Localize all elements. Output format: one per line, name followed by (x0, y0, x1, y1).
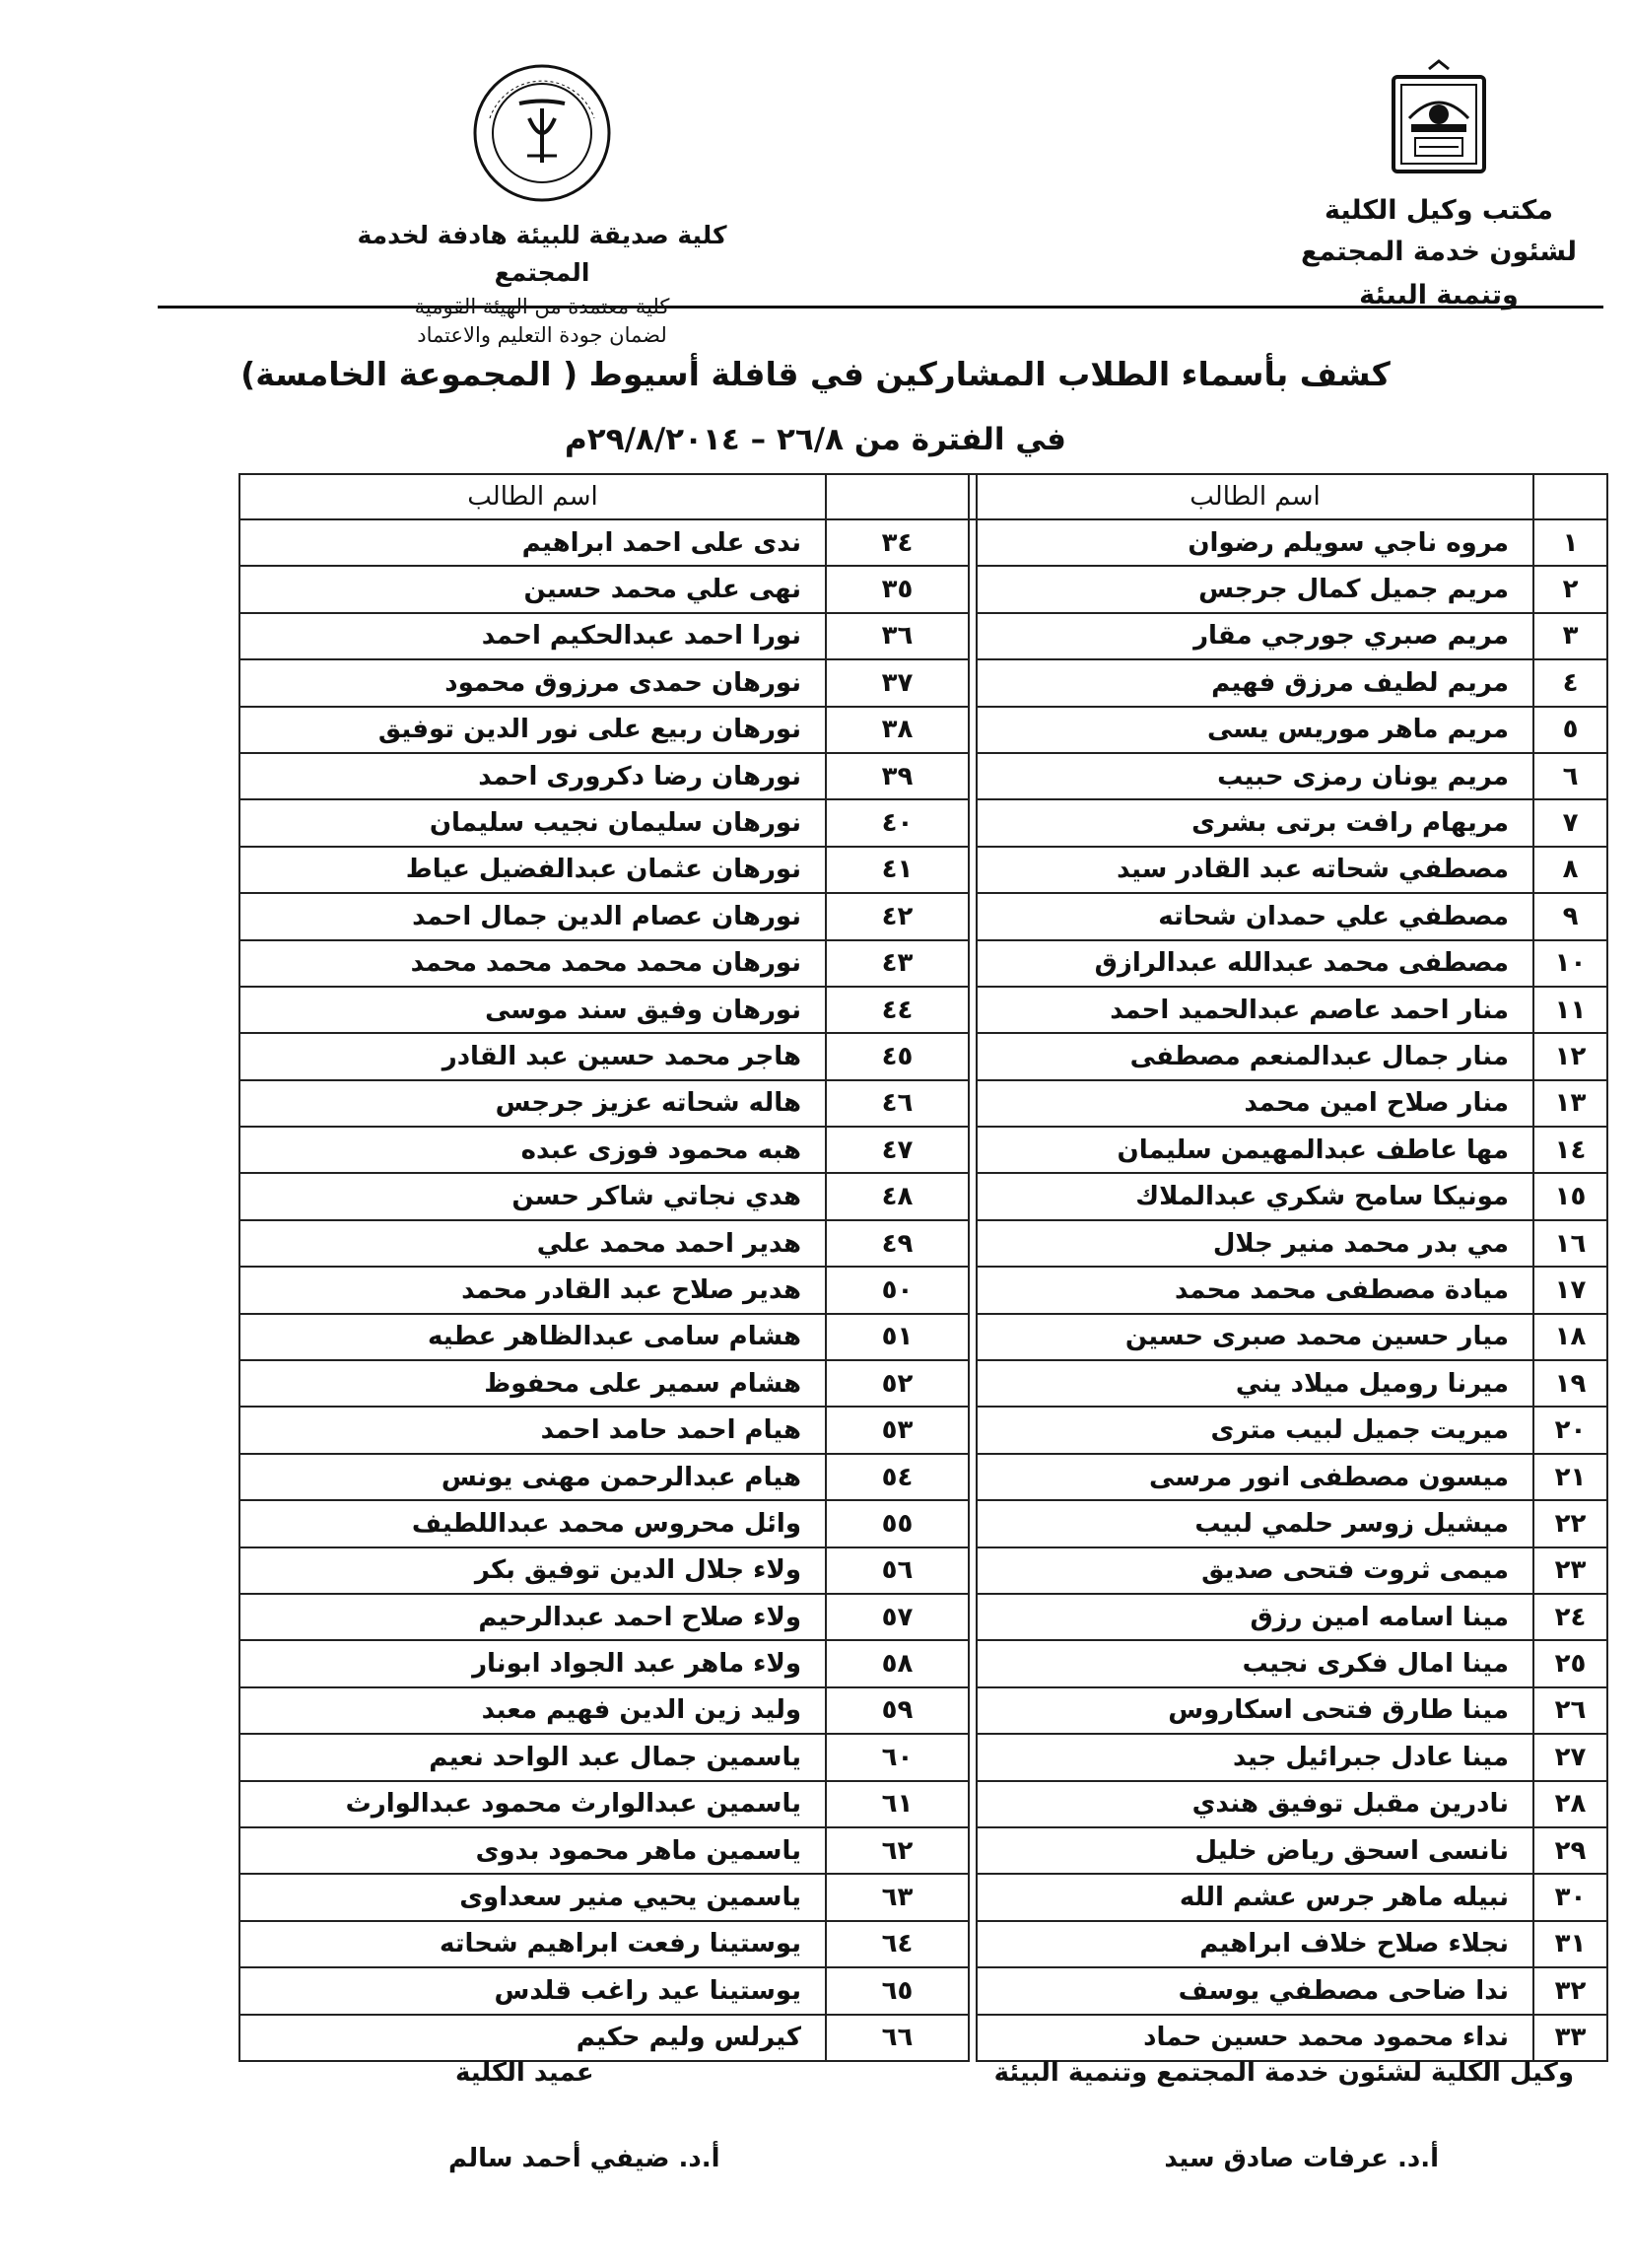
student-name: يوستينا عيد راغب قلدس (239, 1967, 826, 2014)
student-name: هشام سمير على محفوظ (239, 1360, 826, 1407)
office-subtitle: لشئون خدمة المجتمع وتنمية البيئة (1300, 237, 1578, 310)
student-name: هدي نجاتي شاكر حسن (239, 1173, 826, 1219)
table-row (239, 613, 1607, 659)
student-number: ٤٢ (826, 893, 969, 939)
student-name: مونيكا سامح شكري عبدالملاك (977, 1173, 1533, 1219)
student-name: ياسمين ماهر محمود بدوى (239, 1827, 826, 1874)
column-gap (969, 940, 977, 987)
student-number: ٦٥ (826, 1967, 969, 2014)
student-number: ٢٤ (1533, 1594, 1607, 1640)
student-name: مريم صبري جورجي مقار (977, 613, 1533, 659)
student-name: ندى على احمد ابراهيم (239, 519, 826, 566)
student-number: ١ (1533, 519, 1607, 566)
table-row (239, 847, 1607, 893)
student-number: ٤٦ (826, 1080, 969, 1127)
column-gap (969, 659, 977, 706)
office-title: مكتب وكيل الكلية (1325, 195, 1553, 226)
university-logo-icon (1380, 59, 1498, 177)
student-name: ميرنا روميل ميلاد يني (977, 1360, 1533, 1407)
student-number: ٥٨ (826, 1640, 969, 1686)
table-row (239, 1080, 1607, 1127)
table-row (239, 1173, 1607, 1219)
column-gap (969, 474, 977, 519)
vice-dean-name: أ.د. عرفات صادق سيد (1164, 2144, 1439, 2173)
student-number: ٤٤ (826, 987, 969, 1033)
student-number: ٥٥ (826, 1500, 969, 1546)
column-gap (969, 1033, 977, 1079)
student-number: ٣٢ (1533, 1967, 1607, 2014)
faculty-seal-icon (468, 59, 616, 207)
table-body (239, 519, 1607, 2061)
column-gap (969, 1967, 977, 2014)
header-divider (158, 306, 1603, 309)
student-number: ٢ (1533, 566, 1607, 612)
student-name: وائل محروس محمد عبداللطيف (239, 1500, 826, 1546)
table-row (239, 1267, 1607, 1313)
column-gap (969, 1500, 977, 1546)
student-name: ولاء صلاح احمد عبدالرحيم (239, 1594, 826, 1640)
student-number: ٥ (1533, 707, 1607, 753)
dean-title: عميد الكلية (455, 2058, 594, 2088)
student-number: ٣٩ (826, 753, 969, 799)
student-number: ٢٨ (1533, 1781, 1607, 1827)
student-name: مينا عادل جبرائيل جيد (977, 1734, 1533, 1780)
student-number: ٥٤ (826, 1454, 969, 1500)
student-number: ٦٦ (826, 2015, 969, 2061)
column-gap (969, 1407, 977, 1453)
office-header (1276, 59, 1601, 317)
student-number: ٧ (1533, 799, 1607, 846)
document-title: كشف بأسماء الطلاب المشاركين في قافلة أسيوط ( المجموعة الخامسة) (240, 355, 1391, 393)
table-row (239, 707, 1607, 753)
student-number: ٢٧ (1533, 1734, 1607, 1780)
student-name: ميادة مصطفى محمد محمد (977, 1267, 1533, 1313)
table-row (239, 2015, 1607, 2061)
table-row (239, 1127, 1607, 1173)
column-gap (969, 1687, 977, 1734)
student-name: ميار حسين محمد صبرى حسين (977, 1314, 1533, 1360)
table-row (239, 1687, 1607, 1734)
student-number: ٢٦ (1533, 1687, 1607, 1734)
student-name: ندا ضاحى مصطفي يوسف (977, 1967, 1533, 2014)
student-number: ٩ (1533, 893, 1607, 939)
student-number: ٣٨ (826, 707, 969, 753)
student-number: ٤٨ (826, 1173, 969, 1219)
student-number: ٢٢ (1533, 1500, 1607, 1546)
column-gap (969, 1080, 977, 1127)
student-name: نادرين مقبل توفيق هندي (977, 1781, 1533, 1827)
student-number: ٥٦ (826, 1547, 969, 1594)
table-row (239, 1033, 1607, 1079)
dean-name: أ.د. ضيفي أحمد سالم (448, 2144, 720, 2173)
table-row (239, 659, 1607, 706)
student-name: منار جمال عبدالمنعم مصطفى (977, 1033, 1533, 1079)
student-name: هبه محمود فوزى عبده (239, 1127, 826, 1173)
student-name: هدير احمد محمد علي (239, 1220, 826, 1267)
student-name: هدير صلاح عبد القادر محمد (239, 1267, 826, 1313)
student-number: ٣٥ (826, 566, 969, 612)
table-row (239, 940, 1607, 987)
student-name: نورهان عثمان عبدالفضيل عياط (239, 847, 826, 893)
table-row (239, 987, 1607, 1033)
student-number: ١٦ (1533, 1220, 1607, 1267)
student-number: ٥٣ (826, 1407, 969, 1453)
table-row (239, 799, 1607, 846)
column-gap (969, 566, 977, 612)
student-number: ٣١ (1533, 1921, 1607, 1967)
student-name: مريم جميل كمال جرجس (977, 566, 1533, 612)
student-number: ١٨ (1533, 1314, 1607, 1360)
student-name: نورهان عصام الدين جمال احمد (239, 893, 826, 939)
student-number: ٣٠ (1533, 1874, 1607, 1920)
student-number: ٨ (1533, 847, 1607, 893)
student-name: ياسمين جمال عبد الواحد نعيم (239, 1734, 826, 1780)
student-number: ٣٦ (826, 613, 969, 659)
student-number: ٣٣ (1533, 2015, 1607, 2061)
table-row (239, 1314, 1607, 1360)
student-number: ٤٩ (826, 1220, 969, 1267)
student-name: نجلاء صلاح خلاف ابراهيم (977, 1921, 1533, 1967)
table-row (239, 1454, 1607, 1500)
student-name: ياسمين عبدالوارث محمود عبدالوارث (239, 1781, 826, 1827)
table-row (239, 519, 1607, 566)
column-gap (969, 1127, 977, 1173)
table-row (239, 1967, 1607, 2014)
student-number: ٤ (1533, 659, 1607, 706)
student-number: ٣٤ (826, 519, 969, 566)
student-number: ١٤ (1533, 1127, 1607, 1173)
header-number-right (1533, 474, 1607, 519)
student-name: منار صلاح امين محمد (977, 1080, 1533, 1127)
column-gap (969, 1267, 977, 1313)
student-name: مي بدر محمد منير جلال (977, 1220, 1533, 1267)
column-gap (969, 1734, 977, 1780)
header-number-left (826, 474, 969, 519)
table-row (239, 1220, 1607, 1267)
column-gap (969, 1454, 977, 1500)
student-name: هيام عبدالرحمن مهنى يونس (239, 1454, 826, 1500)
column-gap (969, 1314, 977, 1360)
student-name: مريم لطيف مرزق فهيم (977, 659, 1533, 706)
column-gap (969, 987, 977, 1033)
student-name: مينا طارق فتحى اسكاروس (977, 1687, 1533, 1734)
student-number: ٥٠ (826, 1267, 969, 1313)
faculty-accreditation-line1: كلية معتمدة من الهيئة القومية (414, 295, 670, 318)
student-name: مروه ناجي سويلم رضوان (977, 519, 1533, 566)
column-gap (969, 1921, 977, 1967)
table-row (239, 1407, 1607, 1453)
student-name: نورهان رضا دكرورى احمد (239, 753, 826, 799)
column-gap (969, 1220, 977, 1267)
student-number: ٤١ (826, 847, 969, 893)
student-name: مصطفي علي حمدان شحاته (977, 893, 1533, 939)
student-name: هاجر محمد حسين عبد القادر (239, 1033, 826, 1079)
column-gap (969, 519, 977, 566)
student-name: مينا امال فكرى نجيب (977, 1640, 1533, 1686)
student-name: وليد زين الدين فهيم معبد (239, 1687, 826, 1734)
student-number: ٤٧ (826, 1127, 969, 1173)
student-name: مها عاطف عبدالمهيمن سليمان (977, 1127, 1533, 1173)
column-gap (969, 1874, 977, 1920)
column-gap (969, 1594, 977, 1640)
student-number: ١١ (1533, 987, 1607, 1033)
column-gap (969, 1547, 977, 1594)
table-row (239, 1500, 1607, 1546)
student-number: ١٠ (1533, 940, 1607, 987)
student-number: ٢١ (1533, 1454, 1607, 1500)
column-gap (969, 799, 977, 846)
table-row (239, 566, 1607, 612)
student-number: ١٩ (1533, 1360, 1607, 1407)
student-name: ميريت جميل لبيب مترى (977, 1407, 1533, 1453)
student-name: نورهان ربيع على نور الدين توفيق (239, 707, 826, 753)
student-name: هاله شحاته عزيز جرجس (239, 1080, 826, 1127)
student-name: ميشيل زوسر حلمي لبيب (977, 1500, 1533, 1546)
student-name: هيام احمد حامد احمد (239, 1407, 826, 1453)
student-name: نانسى اسحق رياض خليل (977, 1827, 1533, 1874)
table-row (239, 753, 1607, 799)
student-number: ٣ (1533, 613, 1607, 659)
student-number: ٥٩ (826, 1687, 969, 1734)
student-name: منار احمد عاصم عبدالحميد احمد (977, 987, 1533, 1033)
student-name: هشام سامى عبدالظاهر عطيه (239, 1314, 826, 1360)
student-number: ٥٢ (826, 1360, 969, 1407)
table-row (239, 1921, 1607, 1967)
student-name: نورا احمد عبدالحكيم احمد (239, 613, 826, 659)
student-number: ٦٣ (826, 1874, 969, 1920)
table-row (239, 1734, 1607, 1780)
student-name: نورهان وفيق سند موسى (239, 987, 826, 1033)
student-number: ١٢ (1533, 1033, 1607, 1079)
student-number: ٦٤ (826, 1921, 969, 1967)
column-gap (969, 1781, 977, 1827)
column-gap (969, 1173, 977, 1219)
student-name: مريهام رافت برتى بشرى (977, 799, 1533, 846)
student-name: مصطفى محمد عبدالله عبدالرازق (977, 940, 1533, 987)
column-gap (969, 893, 977, 939)
table-row (239, 1360, 1607, 1407)
student-number: ٦ (1533, 753, 1607, 799)
student-number: ٢٣ (1533, 1547, 1607, 1594)
column-gap (969, 1360, 977, 1407)
student-number: ٦٠ (826, 1734, 969, 1780)
student-number: ٥٧ (826, 1594, 969, 1640)
student-name: ولاء جلال الدين توفيق بكر (239, 1547, 826, 1594)
table-row (239, 1547, 1607, 1594)
student-name: كيرلس وليم حكيم (239, 2015, 826, 2061)
student-number: ١٧ (1533, 1267, 1607, 1313)
student-name: نداء محمود محمد حسين حماد (977, 2015, 1533, 2061)
student-name: مينا اسامه امين رزق (977, 1594, 1533, 1640)
column-gap (969, 707, 977, 753)
student-name: نبيله ماهر جرس عشم الله (977, 1874, 1533, 1920)
column-gap (969, 613, 977, 659)
table-row (239, 1594, 1607, 1640)
students-table (238, 473, 1608, 2062)
column-gap (969, 1827, 977, 1874)
table-row (239, 1874, 1607, 1920)
student-name: نورهان محمد محمد محمد محمد (239, 940, 826, 987)
student-number: ٤٣ (826, 940, 969, 987)
table-row (239, 1827, 1607, 1874)
student-number: ٢٠ (1533, 1407, 1607, 1453)
student-name: مريم يونان رمزى حبيب (977, 753, 1533, 799)
student-number: ٥١ (826, 1314, 969, 1360)
student-number: ١٣ (1533, 1080, 1607, 1127)
table-row (239, 1640, 1607, 1686)
student-number: ٦٢ (826, 1827, 969, 1874)
student-name: ميسون مصطفى انور مرسى (977, 1454, 1533, 1500)
student-name: نورهان سليمان نجيب سليمان (239, 799, 826, 846)
vice-dean-title: وكيل الكلية لشئون خدمة المجتمع وتنمية البيئة (993, 2058, 1574, 2088)
student-number: ٦١ (826, 1781, 969, 1827)
student-name: ياسمين يحيي منير سعداوى (239, 1874, 826, 1920)
column-gap (969, 1640, 977, 1686)
student-name: نورهان حمدى مرزوق محمود (239, 659, 826, 706)
faculty-slogan: كلية صديقة للبيئة هادفة لخدمة المجتمع (357, 221, 727, 287)
student-name: نهى علي محمد حسين (239, 566, 826, 612)
student-name: ولاء ماهر عبد الجواد ابونار (239, 1640, 826, 1686)
header-name-right: اسم الطالب (977, 474, 1533, 519)
table-row (239, 893, 1607, 939)
column-gap (969, 847, 977, 893)
student-number: ٢٥ (1533, 1640, 1607, 1686)
student-name: ميمى ثروت فتحى صديق (977, 1547, 1533, 1594)
table-row (239, 1781, 1607, 1827)
student-number: ٣٧ (826, 659, 969, 706)
student-name: مصطفي شحاته عبد القادر سيد (977, 847, 1533, 893)
header-name-left: اسم الطالب (239, 474, 826, 519)
student-name: مريم ماهر موريس يسى (977, 707, 1533, 753)
table-header-row (239, 474, 1607, 519)
column-gap (969, 2015, 977, 2061)
faculty-accreditation-line2: لضمان جودة التعليم والاعتماد (417, 323, 667, 347)
column-gap (969, 753, 977, 799)
student-number: ٤٥ (826, 1033, 969, 1079)
student-number: ٢٩ (1533, 1827, 1607, 1874)
student-number: ١٥ (1533, 1173, 1607, 1219)
document-period: في الفترة من ٢٦/٨ – ٢٩/٨/٢٠١٤م (565, 422, 1066, 457)
student-name: يوستينا رفعت ابراهيم شحاته (239, 1921, 826, 1967)
student-number: ٤٠ (826, 799, 969, 846)
